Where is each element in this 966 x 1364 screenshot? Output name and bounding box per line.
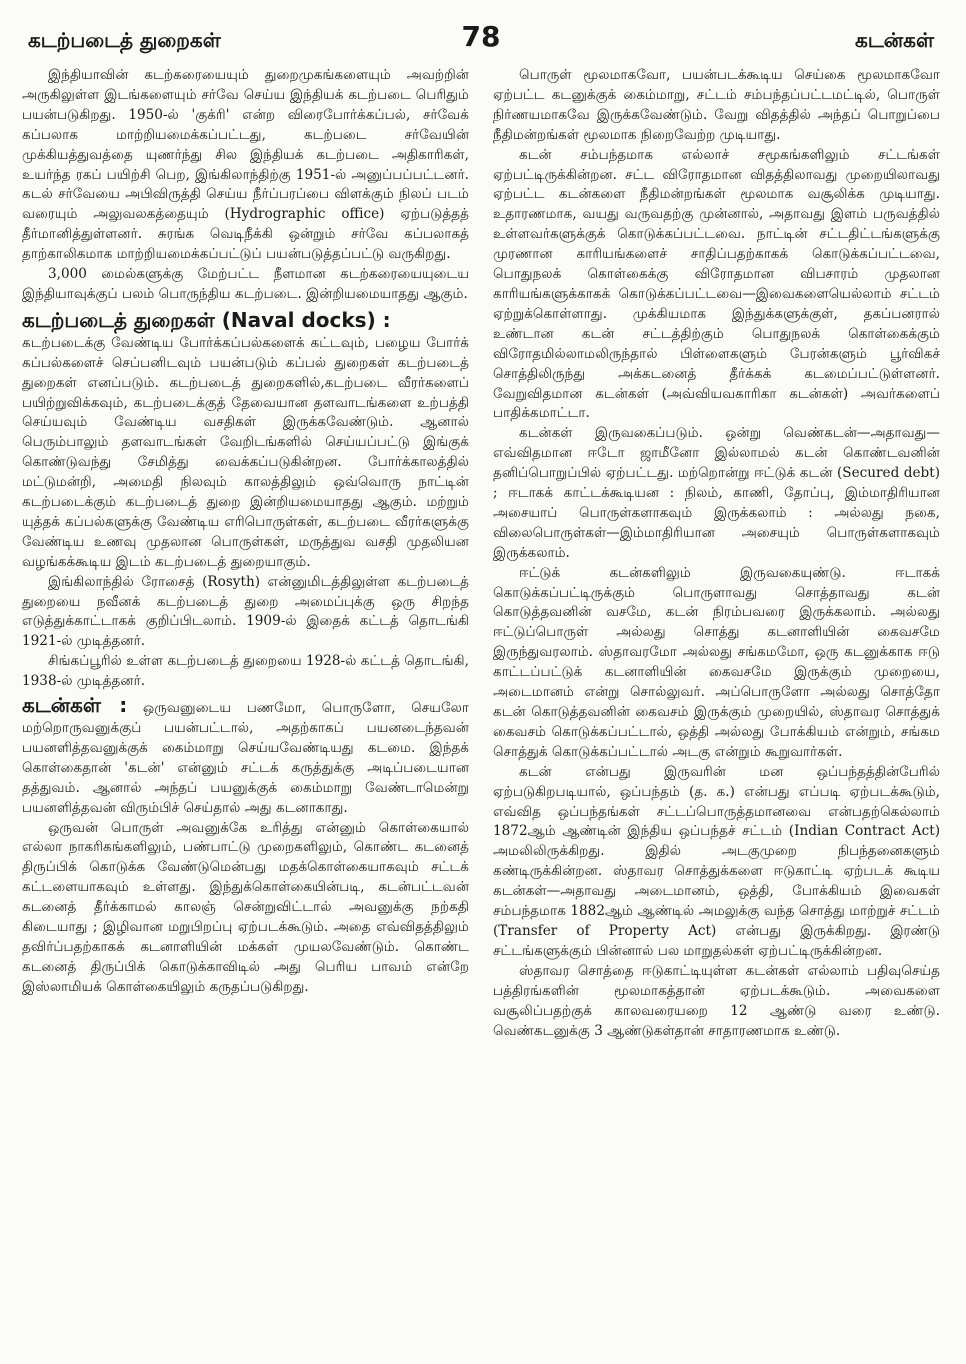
paragraph: சிங்கப்பூரில் உள்ள கடற்படைத் துறையை 1928-ல் கட்டத் தொடங்கி, 1938-ல் முடித்தனர். (22, 653, 469, 690)
text-columns (22, 66, 940, 1350)
paragraph: 3,000 மைல்களுக்கு மேற்பட்ட நீளமான கடற்கரையையுடைய இந்தியாவுக்குப் பலம் பொருந்திய கடற்படை. இன்றியமையாதது ஆகும். (22, 266, 469, 302)
loans-title: கடன்கள் : (22, 693, 128, 718)
header-right-title: கடன்கள் (855, 28, 934, 52)
paragraph: கடன்கள் இருவகைப்படும். ஒன்று வெண்கடன்—அதாவது—எவ்விதமான ஈடோ ஜாமீனோ இல்லாமல் கடன் கொண்டவனின் தனிப்பொறுப்பில் ஏற்பட்டது. மற்றொன்று ஈட்டுக் கடன் (Secured debt) ; ஈடாகக் காட்டக்கூடியன : நிலம், காணி, தோப்பு, இம்மாதிரியான அசையாப் பொருள்களாகவும் இருக்கலாம் : அல்லது நகை, விலைபொருள்கள்—இம்மாதிரியான அசையும் பொருள்களாகவும் இருக்கலாம். (493, 425, 940, 561)
right-column (493, 66, 940, 1344)
section-heading-naval-docks (22, 307, 469, 334)
running-header (22, 14, 940, 62)
paragraph: இந்தியாவின் கடற்கரையையும் துறைமுகங்களையும் அவற்றின் அருகிலுள்ள இடங்களையும் சர்வே செய்ய இந்தியக் கடற்படை பெரிதும் பயன்படுகிறது. 1950-ல் 'குக்ரி' என்ற விரைபோர்க்கப்பல், சர்வேக் கப்பலாக மாற்றியமைக்கப்பட்டது, கடற்படை சர்வேயின் முக்கியத்துவத்தை யுணர்ந்து சில இந்தியக் கடற்படை அதிகாரிகள், உயர்ந்த ரகப் பயிற்சி பெற, இங்கிலாந்திற்கு 1951-ல் அனுப்பப்பட்டனர். கடல் சர்வேயை அபிவிருத்தி செய்ய நீர்ப்பரப்பை விளக்கும் நிலப் படம் வரையும் அலுவலகத்தையும் (Hydrographic office) ஏற்படுத்தத் தீர்மானித்துள்ளனர். சுரங்க வெடிநீக்கி ஒன்றும் சர்வே கப்பலாகத் தாற்காலிகமாக மாற்றியமைக்கப்பட்டுப் பயன்படுத்தப்பட்டு வருகிறது. (22, 67, 469, 263)
naval-docks-title: கடற்படைத் துறைகள் (Naval docks) : (22, 307, 391, 332)
paragraph: பொருள் மூலமாகவோ, பயன்படக்கூடிய செய்கை மூலமாகவோ ஏற்பட்ட கடனுக்குக் கைம்மாறு, சட்டம் சம்பந்தப்பட்டமட்டில், பொருள் நிர்ணயமாகவே இருக்கவேண்டும். வேறு விதத்தில் அந்தப் பொறுப்பை நீதிமன்றங்கள் மூலமாக நிறைவேற்ற முடியாது. (493, 67, 940, 143)
header-left-title: கடற்படைத் துறைகள் (28, 28, 221, 52)
paragraph: ஈட்டுக் கடன்களிலும் இருவகையுண்டு. ஈடாகக் கொடுக்கப்பட்டிருக்கும் பொருளாவது சொத்தாவது கடன் கொடுத்தவனின் வசமே, கடன் நிரம்பவரை இருக்கலாம். அல்லது ஈட்டுப்பொருள் அல்லது சொத்து கடனாளியின் கைவசமே இருந்துவரலாம். ஸ்தாவரமோ அல்லது சங்கமமோ, ஒரு கடனுக்காக ஈடு காட்டப்பட்டுக் கடனாளியின் கைவசமே இருக்கும் முறையை, அடைமானம் என்று சொல்லுவர். அப்பொருளோ அல்லது சொத்தோ கடன் கொடுத்தவனின் கைவசம் இருக்கும் முறையில், ஸ்தாவர சொத்துக் கைவசம் கொடுக்கப்பட்டால், ஒத்தி அல்லது போக்கியம் என்றும், சங்கம சொத்துக் கொடுக்கப்பட்டால் அடகு என்றும் கூறுவார்கள். (493, 564, 940, 760)
paragraph: இங்கிலாந்தில் ரோசைத் (Rosyth) என்னுமிடத்திலுள்ள கடற்படைத் துறையை நவீனக் கடற்படைத் துறை அமைப்புக்கு ஒரு சிறந்த எடுத்துக்காட்டாகக் குறிப்பிடலாம். 1909-ல் இதைக் கட்டத் தொடங்கி 1921-ல் முடித்தனர். (22, 573, 469, 650)
paragraph-text: ஒருவனுடைய பணமோ, பொருளோ, செயலோ மற்றொருவனுக்குப் பயன்பட்டால், அதற்காகப் பயனடைந்தவன் பயனளித்தவனுக்குக் கைம்மாறு செய்யவேண்டியது கடமை. இந்தக் கொள்கைதான் 'கடன்' என்னும் சட்டக் கருத்துக்கு அடிப்படையான தத்துவம். ஆனால் அந்தப் பயனுக்குக் கைம்மாறு வேண்டாமென்று பயனளித்தவன் விரும்பிச் செய்தால் அது கடனாகாது. (22, 700, 469, 816)
paragraph: கடன் என்பது இருவரின் மன ஒப்பந்தத்தின்பேரில் ஏற்படுகிறபடியால், ஒப்பந்தம் (த. க.) என்பது எப்படி ஏற்படக்கூடும், எவ்வித ஒப்பந்தங்கள் சட்டப்பொருத்தமானவை என்பதற்கெல்லாம் 1872ஆம் ஆண்டின் இந்திய ஒப்பந்தச் சட்டம் (Indian Contract Act) அமலிலிருக்கிறது. இதில் அடகுமுறை நிபந்தனைகளும் கண்டிருக்கின்றன. ஸ்தாவர சொத்துக்களை ஈடுகாட்டி ஏற்படக் கூடிய கடன்கள்—அதாவது அடைமானம், ஒத்தி, போக்கியம் இவைகள் சம்பந்தமாக 1882ஆம் ஆண்டில் அமலுக்கு வந்த சொத்து மாற்றுச் சட்டம் (Transfer of Property Act) என்பது இருக்கிறது. இரண்டு சட்டங்களுக்கும் பின்னால் பல மாறுதல்கள் ஏற்பட்டிருக்கின்றன. (493, 763, 940, 959)
left-column (22, 66, 469, 1344)
paragraph: ஒருவன் பொருள் அவனுக்கே உரித்து என்னும் கொள்கையால் எல்லா நாகரிகங்களிலும், பண்பாட்டு முறைகளிலும், கொண்ட கடனைத் திருப்பிக் கொடுக்க வேண்டுமென்பது மதக்கொள்கையாகவும் சட்டக் கட்டளையாகவும் உள்ளது. இந்துக்கொள்கையின்படி, கடன்பட்டவன் கடனைத் தீர்க்காமல் காலஞ் சென்றுவிட்டால் அவனுக்கு நற்கதி கிடையாது ; இழிவான மறுபிறப்பு ஏற்படக்கூடும். அதை எவ்விதத்திலும் தவிர்ப்பதற்காகக் கடனாளியின் மக்கள் முயலவேண்டும். கொண்ட கடனைத் திருப்பிக் கொடுக்காவிடில் அது பெரிய பாவம் என்றே இஸ்லாமியக் கொள்கையிலும் கருதப்படுகிறது. (22, 819, 469, 995)
page (22, 14, 940, 1350)
paragraph: ஸ்தாவர சொத்தை ஈடுகாட்டியுள்ள கடன்கள் எல்லாம் பதிவுசெய்த பத்திரங்களின் மூலமாகத்தான் ஏற்படக்கூடும். அவைகளை வசூலிப்பதற்குக் காலவரையறை 12 ஆண்டு வரை உண்டு. வெண்கடனுக்கு 3 ஆண்டுகள்தான் சாதாரணமாக உண்டு. (493, 962, 940, 1039)
page-number: 78 (461, 20, 501, 53)
paragraph-loans-intro (22, 692, 469, 818)
paragraph: கடற்படைக்கு வேண்டிய போர்க்கப்பல்களைக் கட்டவும், பழைய போர்க் கப்பல்களைச் செப்பனிடவும் பயன்படும் கப்பல் துறைகள் கடற்படைத் துறைகள் எனப்படும். கடற்படைத் துறைகளில்,கடற்படை வீரர்களைப் பயிற்றுவிக்கவும், கடற்படைக்குத் தேவையான தளவாடங்களை உற்பத்தி செய்யவும் வேண்டிய வசதிகள் இருக்கவேண்டும். ஆனால் பெரும்பாலும் தளவாடங்கள் வேறிடங்களில் செய்யப்பட்டு இங்குக் கொண்டுவந்து சேமித்து வைக்கப்படுகின்றன. போர்க்காலத்தில் மட்டுமன்றி, அமைதி நிலவும் காலத்திலும் ஒவ்வொரு நாட்டின் கடற்படைக்கும் கடற்படைத் துறை இன்றியமையாதது ஆகும். மற்றும் யுத்தக் கப்பல்களுக்கு வேண்டிய எரிபொருள்கள், கடற்படை வீரர்களுக்கு வேண்டிய உணவு முதலான பொருள்கள், மருத்துவ வசதி முதலியன வழங்கக்கூடிய இடம் கடற்படைத் துறையாகும். (22, 334, 469, 570)
paragraph: கடன் சம்பந்தமாக எல்லாச் சமூகங்களிலும் சட்டங்கள் ஏற்பட்டிருக்கின்றன. சட்ட விரோதமான விதத்திலாவது முறையிலாவது ஏற்பட்ட கடன்களை நீதிமன்றங்கள் மூலமாக வசூலிக்க முடியாது. உதாரணமாக, வயது வருவதற்கு முன்னால், அதாவது இளம் பருவத்தில் உள்ளவர்களுக்குக் கொடுக்கப்பட்டவை. நாட்டின் சட்டதிட்டங்களுக்கு முரணான காரியங்களைச் சாதிப்பதற்காகக் கொடுக்கப்பட்டவை, பொதுநலக் கொள்கைக்கு விரோதமான விபசாரம் முதலான காரியங்களுக்காகக் கொடுக்கப்பட்டவை—இவைகளையெல்லாம் சட்டம் ஏற்றுக்கொள்ளாது. முக்கியமாக இந்துக்களுக்குள், தகப்பனரால் உண்டான கடன் சட்டத்திற்கும் பொதுநலக் கொள்கைக்கும் விரோதமில்லாமலிருந்தால் பிள்ளைகளும் பேரன்களும் பூர்விகச் சொத்திலிருந்து அக்கடனைத் தீர்க்கக் கடமைப்பட்டுள்ளனர். வேறுவிதமான கடன்கள் (அவ்வியவகாரிகா கடன்கள்) அவர்களைப் பாதிக்கமாட்டா. (493, 146, 940, 422)
